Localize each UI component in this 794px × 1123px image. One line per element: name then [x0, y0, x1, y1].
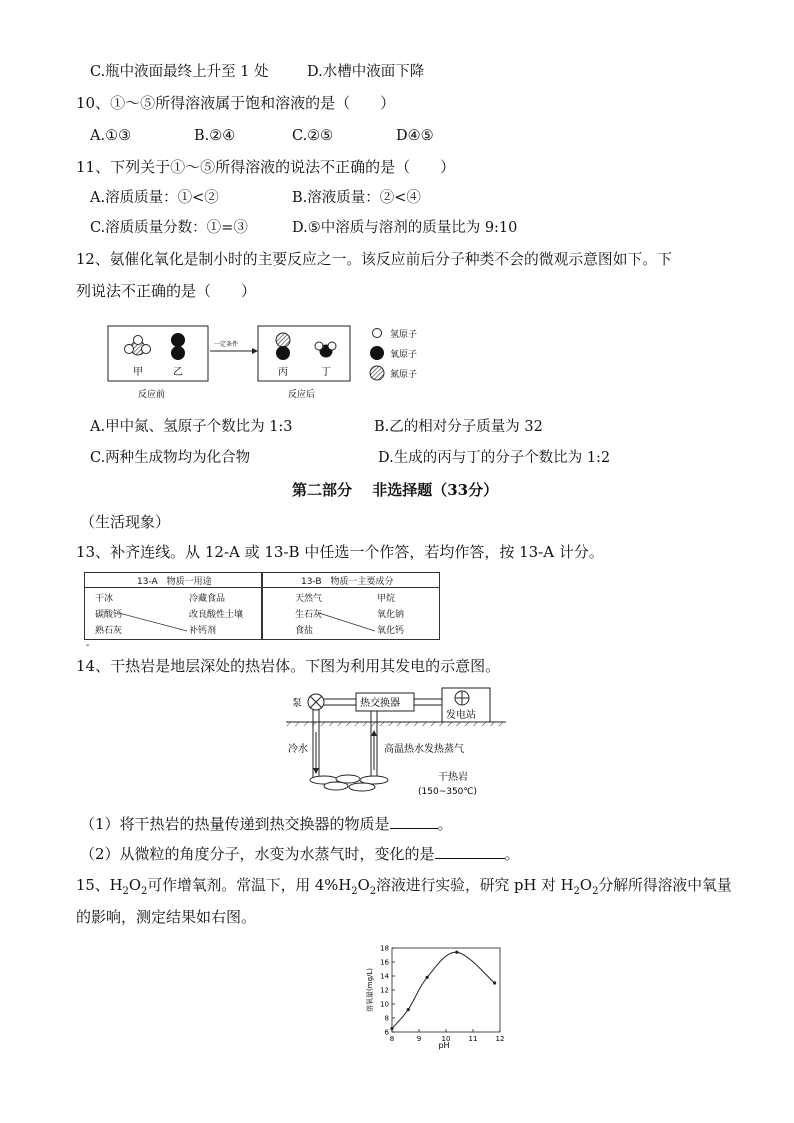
q13b-right-0: 甲烷 [377, 594, 396, 604]
q14-sub2: （2）从微粒的角度分子，水变为水蒸气时，变化的是 。 [80, 845, 520, 863]
q15-line2: 的影响，测定结果如右图。 [76, 908, 257, 926]
q12-stem-line2: 列说法不正确的是（ ） [76, 282, 257, 300]
y-axis-label: 溶氧量(mg/L) [366, 968, 374, 1012]
q14-sub1: （1）将干热岩的热量传递到热交换器的物质是 。 [80, 815, 453, 833]
label-jia: 甲 [133, 367, 143, 378]
q12-option-c: C.两种生成物均为化合物 [90, 450, 251, 466]
legend-o-icon [370, 346, 384, 360]
y-tick-label: 14 [380, 972, 389, 981]
legend-h: 氢原子 [390, 330, 418, 340]
label-temp: (150~350℃) [418, 787, 478, 797]
q13a-connector [119, 613, 187, 631]
h-atom [134, 336, 143, 345]
section-category: （生活现象） [80, 513, 171, 531]
legend-o: 氧原子 [390, 350, 418, 360]
h-atom [328, 342, 336, 350]
after-box [258, 326, 350, 381]
q9-option-c: C.瓶中液面最终上升至 1 处 [90, 64, 269, 80]
y-tick-label: 8 [384, 1014, 389, 1023]
label-station: 发电站 [446, 710, 476, 721]
y-tick-label: 6 [384, 1028, 389, 1037]
q12-option-a: A.甲中氮、氢原子个数比为 1:3 [90, 419, 293, 435]
label-rock: 干热岩 [438, 772, 468, 783]
oxygen-ph-chart [360, 940, 510, 1052]
data-point [407, 1008, 410, 1011]
q11-option-c: C.溶质质量分数：①=③ [90, 220, 248, 236]
y-tick-label: 10 [380, 1000, 389, 1009]
x-tick-label: 8 [389, 1035, 395, 1043]
x-tick-label: 11 [468, 1035, 478, 1043]
q13b-right-1: 氧化钠 [377, 610, 405, 620]
series-line [392, 952, 495, 1028]
y-tick-label: 12 [380, 986, 389, 995]
q11-option-a: A.溶质质量：①<② [90, 190, 219, 206]
q10-option-d: D④⑤ [396, 128, 434, 144]
q11-option-d: D.⑤中溶质与溶剂的质量比为 9:10 [292, 220, 518, 236]
data-point [426, 976, 429, 979]
q15-line1: 15、$H_2O_2$可作增氧剂。常温下，用 $4\%H_2O_2$溶液进行实验，研究 pH 对 $H_2O_2$分解所得溶液中氧量 [76, 877, 732, 897]
q14-answer-blank-1[interactable] [390, 814, 438, 829]
q13-connect-lines [85, 573, 439, 639]
data-point [455, 951, 458, 954]
q10-stem: 10、①～⑤所得溶液属于饱和溶液的是（ ） [76, 94, 396, 112]
q13b-connector [319, 613, 375, 631]
q11-option-b: B.溶液质量：②<④ [292, 190, 421, 206]
o-atom [276, 346, 290, 360]
x-tick-label: 12 [495, 1035, 505, 1043]
label-before: 反应前 [138, 390, 166, 400]
q14-answer-blank-2[interactable] [435, 844, 505, 859]
h-atom [315, 342, 323, 350]
q14-stem: 14、干热岩是地层深处的热岩体。下图为利用其发电的示意图。 [76, 657, 501, 675]
q13a-right-0: 冷藏食品 [189, 594, 226, 604]
label-exchanger: 热交换器 [360, 698, 400, 709]
q11-stem: 11、下列关于①～⑤所得溶液的说法不正确的是（ ） [76, 158, 456, 176]
q13a-right-2: 补钙剂 [189, 626, 217, 636]
q9-option-d: D.水槽中液面下降 [307, 64, 425, 80]
plot-frame [392, 948, 500, 1032]
q13b-left-2: 食盐 [295, 626, 314, 636]
o-atom [171, 333, 185, 347]
label-ding: 丁 [321, 367, 331, 378]
q13-dash: - [86, 640, 90, 651]
x-axis-label: pH [438, 1041, 450, 1050]
q10-option-a: A.①③ [90, 128, 132, 144]
n-atom [276, 333, 290, 347]
q13-table [84, 572, 440, 640]
legend-n-icon [370, 366, 384, 380]
y-tick-label: 16 [380, 958, 389, 967]
q10-option-c: C.②⑤ [292, 128, 334, 144]
h-atom [125, 345, 134, 354]
q13a-header: 13-A 物质一用途 [137, 577, 212, 587]
q13a-left-2: 熟石灰 [95, 626, 123, 636]
x-tick-label: 10 [441, 1035, 451, 1043]
o-atom [171, 346, 185, 360]
q13a-right-1: 改良酸性土壤 [189, 610, 244, 620]
label-after: 反应后 [288, 390, 316, 400]
reaction-diagram [100, 318, 480, 404]
label-bing: 丙 [278, 367, 288, 378]
q13a-left-0: 干冰 [95, 594, 114, 604]
legend-n: 氮原子 [390, 370, 418, 380]
h-atom [142, 345, 151, 354]
q13a-left-1: 碳酸钙 [95, 610, 123, 620]
geothermal-diagram [286, 684, 506, 800]
q13b-left-0: 天然气 [295, 594, 323, 604]
y-tick-label: 18 [380, 944, 389, 953]
q12-option-d: D.生成的丙与丁的分子个数比为 1:2 [378, 450, 611, 466]
q13b-right-2: 氧化钙 [377, 626, 405, 636]
x-tick-label: 9 [416, 1035, 422, 1043]
label-cold: 冷水 [288, 744, 308, 755]
q13-stem: 13、补齐连线。从 12-A 或 13-B 中任选一个作答，若均作答，按 13-A 计分。 [76, 543, 604, 561]
label-condition: 一定条件 [214, 341, 239, 348]
before-box [108, 326, 208, 381]
q10-option-b: B.②④ [194, 128, 236, 144]
legend-h-icon [373, 329, 382, 338]
q13b-header: 13-B 物质一主要成分 [301, 577, 394, 587]
label-hot: 高温热水发热蒸气 [384, 744, 464, 755]
q13b-left-1: 生石灰 [295, 610, 323, 620]
q12-stem-line1: 12、氨催化氧化是制小时的主要反应之一。该反应前后分子种类不会的微观示意图如下。下 [76, 251, 672, 268]
label-yi: 乙 [173, 367, 183, 378]
data-point [390, 1027, 393, 1030]
data-point [493, 981, 496, 984]
section-title: 第二部分 非选择题（33分） [292, 481, 499, 499]
label-pump: 泵 [292, 698, 302, 709]
q12-option-b: B.乙的相对分子质量为 32 [374, 419, 543, 435]
